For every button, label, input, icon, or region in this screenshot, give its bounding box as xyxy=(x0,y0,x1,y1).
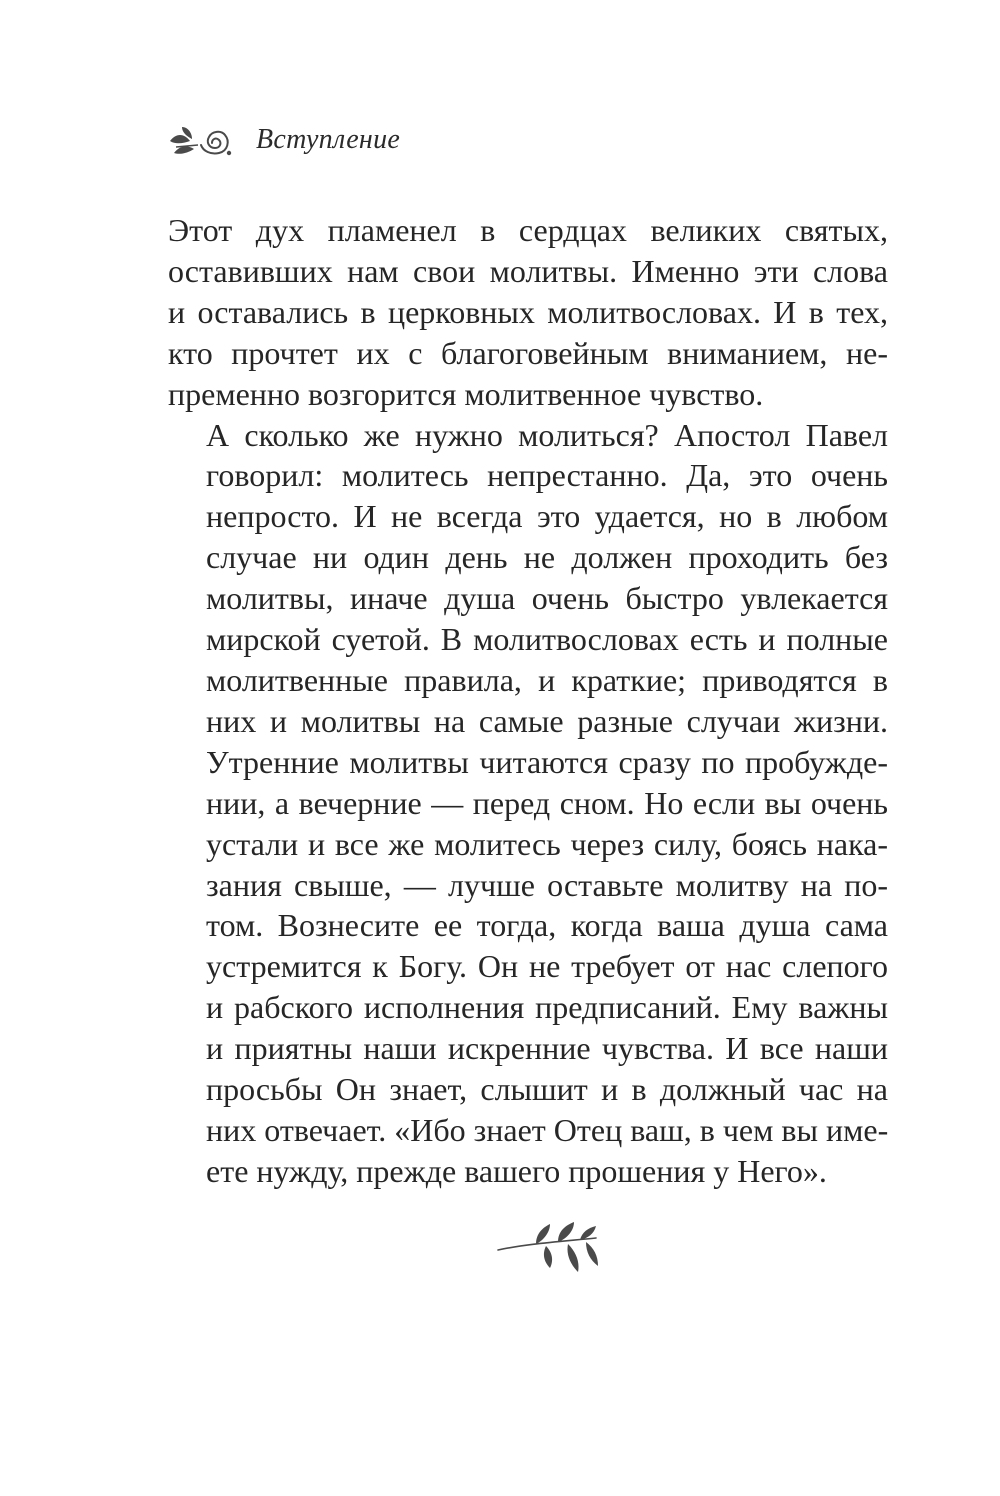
text-line: и приятны наши искренние чувства. И все наши xyxy=(206,1030,888,1067)
text-line: Этот дух пламенел в сердцах великих святых, xyxy=(168,212,888,248)
text-line: кто прочтет их с благоговейным вниманием, не- xyxy=(168,334,888,371)
text-line: оставивших нам свои молитвы. Именно эти слова xyxy=(168,252,888,289)
text-line: Утренние молитвы читаются сразу по пробужде- xyxy=(206,743,888,780)
text-line: нии, а вечерние — перед сном. Но если вы очень xyxy=(206,784,888,821)
running-header-title: Вступление xyxy=(256,124,401,155)
text-line: говорил: молитесь непрестанно. Да, это очень xyxy=(206,457,888,494)
paragraph-1 xyxy=(168,210,888,415)
paragraph-2 xyxy=(168,415,888,1192)
text-line: ете нужду, прежде вашего прошения у Него». xyxy=(206,1152,827,1189)
text-line: них отвечает. «Ибо знает Отец ваш, в чем вы име- xyxy=(206,1111,889,1148)
text-line: них и молитвы на самые разные случаи жизни. xyxy=(206,702,888,739)
text-line: А сколько же нужно молиться? Апостол Павел xyxy=(206,416,888,453)
text-line: молитвы, иначе душа очень быстро увлекается xyxy=(206,580,888,617)
text-line: устремится к Богу. Он не требует от нас слепого xyxy=(206,948,888,985)
text-line: пременно возгорится молитвенное чувство. xyxy=(168,375,764,412)
running-header xyxy=(168,118,400,162)
text-line: молитвенные правила, и краткие; приводятся в xyxy=(206,661,888,698)
text-line: непросто. И не всегда это удается, но в любом xyxy=(206,498,888,535)
leaf-branch-ornament-icon xyxy=(496,1220,600,1278)
text-line: случае ни один день не должен проходить без xyxy=(206,539,888,576)
text-line: зания свыше, — лучше оставьте молитву на по- xyxy=(206,866,888,903)
text-line: мирской суетой. В молитвословах есть и полные xyxy=(206,621,888,658)
body-text xyxy=(168,210,888,1192)
text-line: устали и все же молитесь через силу, боясь нака- xyxy=(206,825,888,862)
text-line: том. Вознесите ее тогда, когда ваша душа сама xyxy=(206,907,888,944)
text-line: и оставались в церковных молитвословах. И в тех, xyxy=(168,293,888,330)
text-line: просьбы Он знает, слышит и в должный час на xyxy=(206,1071,888,1108)
swirl-leaf-ornament-icon xyxy=(168,121,234,159)
text-line: и рабского исполнения предписаний. Ему важны xyxy=(206,989,888,1026)
